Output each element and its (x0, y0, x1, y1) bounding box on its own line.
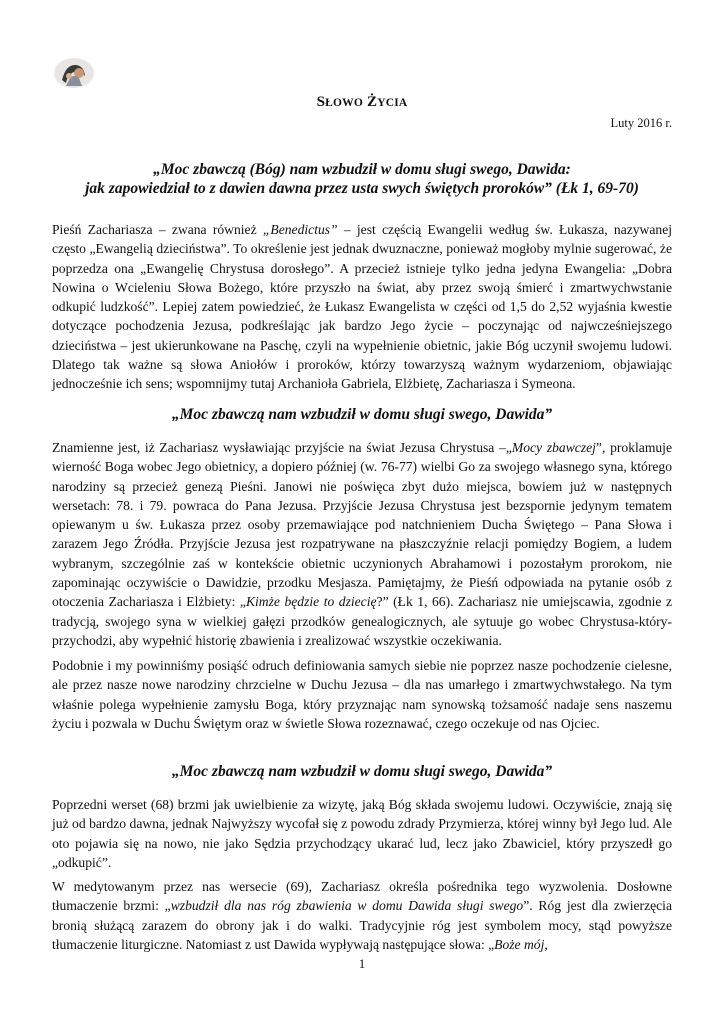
page-title: SŁOWO ŻYCIA (316, 94, 408, 110)
paragraph-2: Znamienne jest, iż Zachariasz wysławiając przyjście na świat Jezusa Chrystusa –„Mocy zbawczej”, proklamuje wierność Boga wobec Jego obietnicy, a dopiero później (w. 76-77) wielbi Go za swojego własnego syna, którego narodziny są przecież genezą Pieśni. Janowi nie poświęca zbyt dużo miejsca, bowiem już w następnych wersetach: 78. i 79. powraca do Pana Jezusa. Przyjście Jezusa Chrystusa jest bezspornie jedynym tematem opiewanym u św. Łukasza przez osoby przemawiające pod natchnieniem Ducha Świętego – Pana Słowa i zarazem Jego Źródła. Przyjście Jezusa jest rozpatrywane na płaszczyźnie relacji pomiędzy Bogiem, a ludem wybranym, szczególnie zaś w kontekście obietnic uczynionych Abrahamowi i pozostałym prorokom, nie zapominając oczywiście o Dawidzie, przodku Mesjasza. Pamiętajmy, że Pieśń odpowiada na pytanie osób z otoczenia Zachariasza i Elżbiety: „Kimże będzie to dziecię?” (Łk 1, 66). Zachariasz nie umiejscawia, zgodnie z tradycją, swojego syna w wielkiej gałęzi przodków genealogicznych, ale sytuuje go wobec Chrystusa-który-przychodzi, aby wypełnić historię zbawienia i zrealizować wszystkie oczekiwania. (52, 440, 672, 648)
main-heading-line-1: „Moc zbawczą (Bóg) nam wzbudził w domu sługi swego, Dawida: (153, 161, 571, 178)
paragraph-3: Podobnie i my powinniśmy posiąść odruch definiowania samych siebie nie poprzez nasze pochodzenie cielesne, ale przez nasze nowe narodziny chrzcielne w Duchu Jezusa – dla nas umarłego i zmartwychwstałego. Na tym właśnie polega wypełnienie zamysłu Boga, który przyznając nam synowską tożsamość nadaje sens naszemu życiu i pozwala w Duchu Świętym oraz w świetle Słowa rozeznawać, czego oczekuje od nas Ojciec. (52, 658, 672, 731)
paragraph-4: Poprzedni werset (68) brzmi jak uwielbienie za wizytę, jaką Bóg składa swojemu ludowi. Oczywiście, znają się już od bardzo dawna, jednak Najwyższy wycofał się z powodu zdrady Przymierza, której winny był Jego lud. Ale oto pojawia się na nowo, nie jako Sędzia przychodzący ukarać lud, lecz jako Zbawiciel, który przyszedł go „odkupić”. (52, 797, 672, 870)
page-number: 1 (358, 956, 366, 971)
paragraph-5: W medytowanym przez nas wersecie (69), Zachariasz określa pośrednika tego wyzwolenia. Dosłowne tłumaczenie brzmi: „wzbudził dla nas róg zbawienia w domu Dawida sługi swego”. Róg jest dla zwierzęcia bronią służącą zarazem do obrony jak i do walki. Tradycyjnie róg jest symbolem mocy, stąd powyższe tłumaczenie liturgiczne. Natomiast z ust Dawida wypływają następujące słowa: „Boże mój, (52, 879, 672, 952)
main-heading-line-2: jak zapowiedział to z dawien dawna przez usta swych świętych proroków” (Łk 1, 69-70) (85, 180, 639, 197)
section-heading-1: „Moc zbawczą nam wzbudził w domu sługi swego, Dawida” (171, 406, 553, 423)
issue-date: Luty 2016 r. (610, 116, 672, 130)
section-heading-2: „Moc zbawczą nam wzbudził w domu sługi swego, Dawida” (171, 763, 553, 780)
main-heading (40, 160, 684, 198)
paragraph-1: Pieśń Zachariasza – zwana również „Benedictus” – jest częścią Ewangelii według św. Łukasza, nazywanej często „Ewangelią dzieciństwa”. To określenie jest jednak dwuznaczne, ponieważ mogłoby mylnie sugerować, że poprzedza ona „Ewangelię Chrystusa dorosłego”. A przecież istnieje tylko jedna jedyna Ewangelia: „Dobra Nowina o Wcieleniu Słowa Bożego, które przyszło na świat, aby przez swoją śmierć i zmartwychwstanie odkupić ludzkość”. Lepiej zatem powiedzieć, że Łukasz Ewangelista w części od 1,5 do 2,52 wyjaśnia kwestie dotyczące pochodzenia Jezusa, podkreślając jak bardzo Jego życie – poczynając od najwcześniejszego dzieciństwa – jest ukierunkowane na Paschę, czyli na wypełnienie obietnic, jakie Bóg uczynił swojemu ludowi. Dlatego tak ważne są słowa Aniołów i proroków, którzy towarzyszą ważnym wydarzeniom, objawiając jednocześnie ich sens; wspomnijmy tutaj Archanioła Gabriela, Elżbietę, Zachariasza i Symeona. (52, 222, 673, 392)
emblem-logo-icon (52, 56, 96, 90)
